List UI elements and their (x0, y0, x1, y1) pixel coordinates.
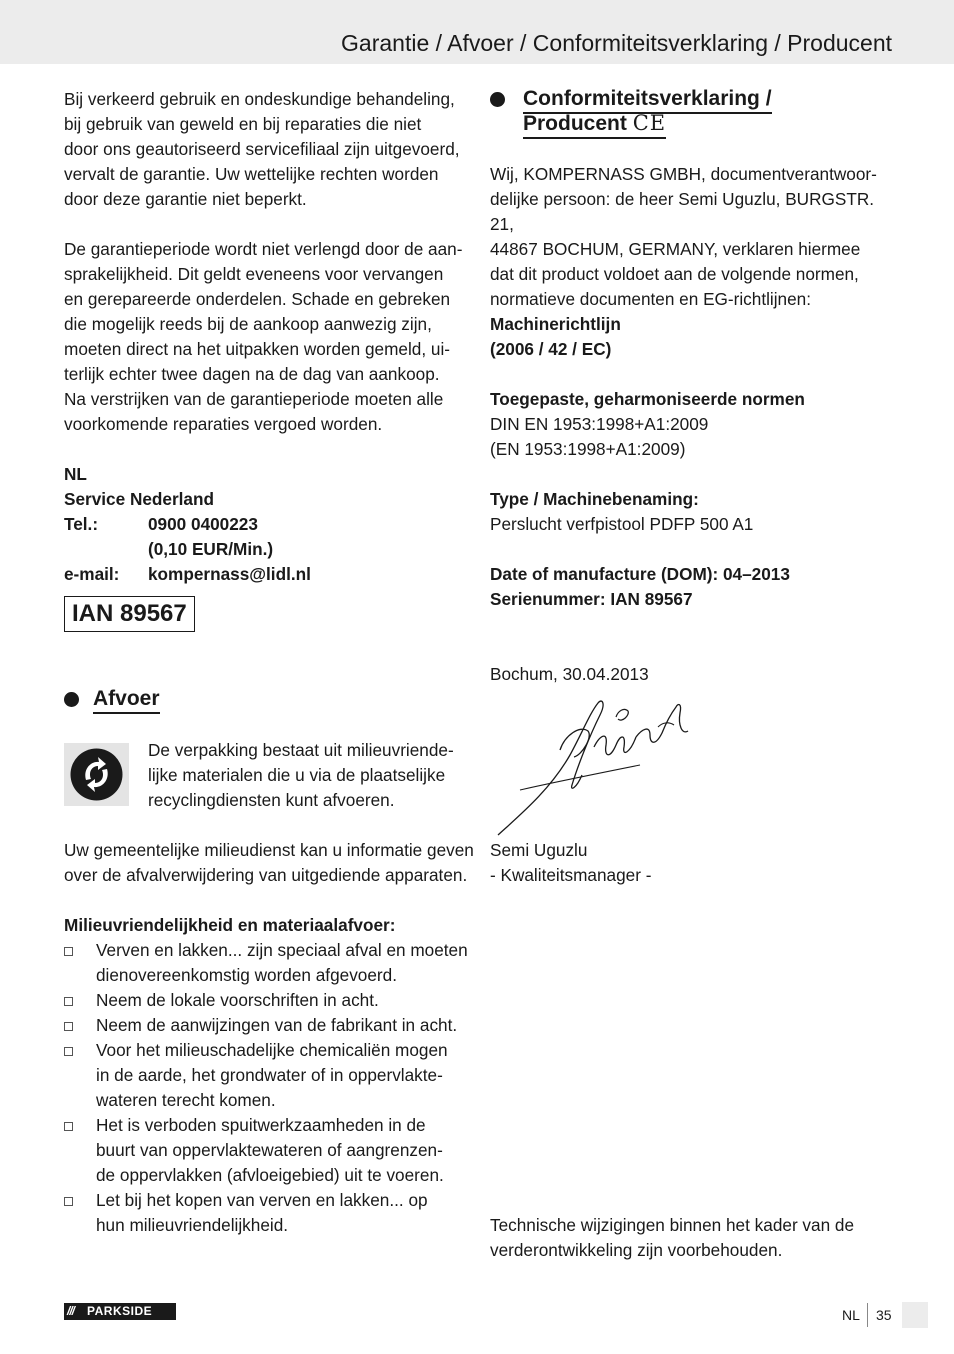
dom-date: Date of manufacture (DOM): 04–2013 (490, 564, 790, 584)
signer-role: - Kwaliteitsmanager - (490, 865, 652, 885)
type-title: Type / Machinebenaming: (490, 489, 699, 509)
text-line: hun milieuvriendelijkheid. (96, 1215, 289, 1235)
text-line: vervalt de garantie. Uw wettelijke rechten worden (64, 164, 439, 184)
text-line: De verpakking bestaat uit milieuvriende- (148, 740, 454, 760)
text-line: delijke persoon: de heer Semi Uguzlu, BURGSTR. 21, (490, 189, 875, 234)
square-bullet-icon (64, 1047, 73, 1056)
square-bullet-icon (64, 1122, 73, 1131)
norm-2: (EN 1953:1998+A1:2009) (490, 439, 686, 459)
tel-value[interactable]: 0900 0400223 (148, 514, 258, 534)
footer-language: NL (842, 1307, 860, 1323)
square-bullet-icon (64, 1197, 73, 1206)
text-line: voorkomende reparaties vergoed worden. (64, 414, 383, 434)
type-block (490, 487, 900, 537)
text-line: en gerepareerde onderdelen. Schade en gebreken (64, 289, 451, 309)
conformity-heading-line1: Conformiteitsverklaring / (523, 87, 772, 114)
tel-rate: (0,10 EUR/Min.) (148, 539, 274, 559)
directive-block (490, 312, 900, 362)
afvoer-heading (64, 686, 464, 711)
municipal-text (64, 838, 474, 888)
text-line: over de afvalverwijdering van uitgediende apparaten. (64, 865, 468, 885)
conformity-heading-line2: Producent (523, 112, 627, 135)
service-tel-row (64, 512, 468, 537)
warranty-paragraph-1 (64, 87, 468, 212)
text-line: 44867 BOCHUM, GERMANY, verklaren hiermee (490, 239, 861, 259)
text-line: recyclingdiensten kunt afvoeren. (148, 790, 395, 810)
directive-code: (2006 / 42 / EC) (490, 339, 612, 359)
text-line: Uw gemeentelijke milieudienst kan u informatie geven (64, 840, 474, 860)
heading-bullet-icon (490, 92, 505, 107)
list-item (64, 1013, 474, 1038)
text-line: de oppervlakken (afvloeigebied) uit te voeren. (96, 1165, 444, 1185)
text-line: Na verstrijken van de garantieperiode moeten alle (64, 389, 444, 409)
conformity-intro (490, 162, 900, 312)
afvoer-heading-text: Afvoer (93, 687, 160, 714)
ce-mark-icon: CE (632, 111, 667, 135)
text-line: terlijk echter twee dagen na de dag van aankoop. (64, 364, 440, 384)
list-item (64, 1038, 474, 1113)
service-block (64, 462, 468, 587)
text-line: door deze garantie niet beperkt. (64, 189, 307, 209)
text-line: normatieve documenten en EG-richtlijnen: (490, 289, 811, 309)
text-line: wateren terecht komen. (96, 1090, 276, 1110)
text-line: Verven en lakken... zijn speciaal afval en moeten (96, 940, 468, 960)
text-line: Het is verboden spuitwerkzaamheden in de (96, 1115, 426, 1135)
text-line: door ons geautoriseerd servicefiliaal zijn uitgevoerd, (64, 139, 460, 159)
text-line: dienovereenkomstig worden afgevoerd. (96, 965, 397, 985)
list-item (64, 1113, 474, 1188)
footer-tab-box (902, 1302, 928, 1328)
text-line: Let bij het kopen van verven en lakken... op (96, 1190, 428, 1210)
text-line: De garantieperiode wordt niet verlengd door de aan- (64, 239, 463, 259)
technical-footnote (490, 1213, 900, 1263)
page-title: Garantie / Afvoer / Conformiteitsverklaring / Producent (341, 30, 892, 56)
dom-block (490, 562, 900, 612)
text-line: dat dit product voldoet aan de volgende normen, (490, 264, 859, 284)
serial-number: Serienummer: IAN 89567 (490, 589, 693, 609)
service-email-row (64, 562, 468, 587)
square-bullet-icon (64, 947, 73, 956)
email-label: e-mail: (64, 564, 120, 584)
square-bullet-icon (64, 997, 73, 1006)
conformity-heading-line2-wrap (523, 112, 666, 139)
footer-divider (867, 1303, 868, 1327)
text-line: Bij verkeerd gebruik en ondeskundige behandeling, (64, 89, 455, 109)
text-line: die mogelijk reeds bij de aankoop aanwezig zijn, (64, 314, 432, 334)
square-bullet-icon (64, 1022, 73, 1031)
norms-block (490, 387, 900, 462)
norms-title: Toegepaste, geharmoniseerde normen (490, 389, 805, 409)
text-line: lijke materialen die u via de plaatselijke (148, 765, 446, 785)
list-item (64, 1188, 474, 1238)
ian-box: IAN 89567 (64, 596, 195, 632)
text-line: Technische wijzigingen binnen het kader van de (490, 1215, 855, 1235)
text-line: Neem de lokale voorschriften in acht. (96, 990, 379, 1010)
conformity-heading (490, 86, 910, 136)
directive-title: Machinerichtlijn (490, 314, 621, 334)
list-item (64, 988, 474, 1013)
place-date: Bochum, 30.04.2013 (490, 664, 649, 684)
text-line: Wij, KOMPERNASS GMBH, documentverantwoor- (490, 164, 877, 184)
logo-brand-text: PARKSIDE (87, 1304, 153, 1318)
green-dot-recycling-icon (64, 743, 129, 806)
text-line: Voor het milieuschadelijke chemicaliën mogen (96, 1040, 448, 1060)
heading-bullet-icon (64, 692, 79, 707)
tel-label: Tel.: (64, 514, 99, 534)
ian-box-wrap (64, 596, 195, 632)
norm-1: DIN EN 1953:1998+A1:2009 (490, 414, 709, 434)
page-number: 35 (876, 1307, 892, 1323)
service-country: NL (64, 464, 87, 484)
type-value: Perslucht verfpistool PDFP 500 A1 (490, 514, 754, 534)
email-link[interactable]: kompernass@lidl.nl (148, 564, 311, 584)
list-item (64, 938, 474, 988)
warranty-paragraph-2 (64, 237, 468, 437)
text-line: bij gebruik van geweld en bij reparaties die niet (64, 114, 422, 134)
text-line: buurt van oppervlaktewateren of aangrenzen- (96, 1140, 443, 1160)
text-line: sprakelijkheid. Dit geldt eveneens voor vervangen (64, 264, 444, 284)
recycling-symbol-icon (64, 743, 129, 806)
logo-slashes: /// (67, 1304, 75, 1318)
text-line: in de aarde, het grondwater of in oppervlakte- (96, 1065, 443, 1085)
parkside-logo (64, 1303, 176, 1320)
env-bullet-list (64, 938, 474, 1238)
text-line: moeten direct na het uitpakken worden gemeld, ui- (64, 339, 450, 359)
signer-name: Semi Uguzlu (490, 840, 588, 860)
text-line: Neem de aanwijzingen van de fabrikant in acht. (96, 1015, 458, 1035)
packaging-text (148, 738, 468, 813)
text-line: verderontwikkeling zijn voorbehouden. (490, 1240, 783, 1260)
signer-block (490, 838, 900, 888)
env-heading: Milieuvriendelijkheid en materiaalafvoer: (64, 915, 396, 935)
service-rate-row (64, 537, 468, 562)
header-bar (0, 0, 954, 64)
signature-image (490, 695, 700, 840)
service-name: Service Nederland (64, 489, 214, 509)
